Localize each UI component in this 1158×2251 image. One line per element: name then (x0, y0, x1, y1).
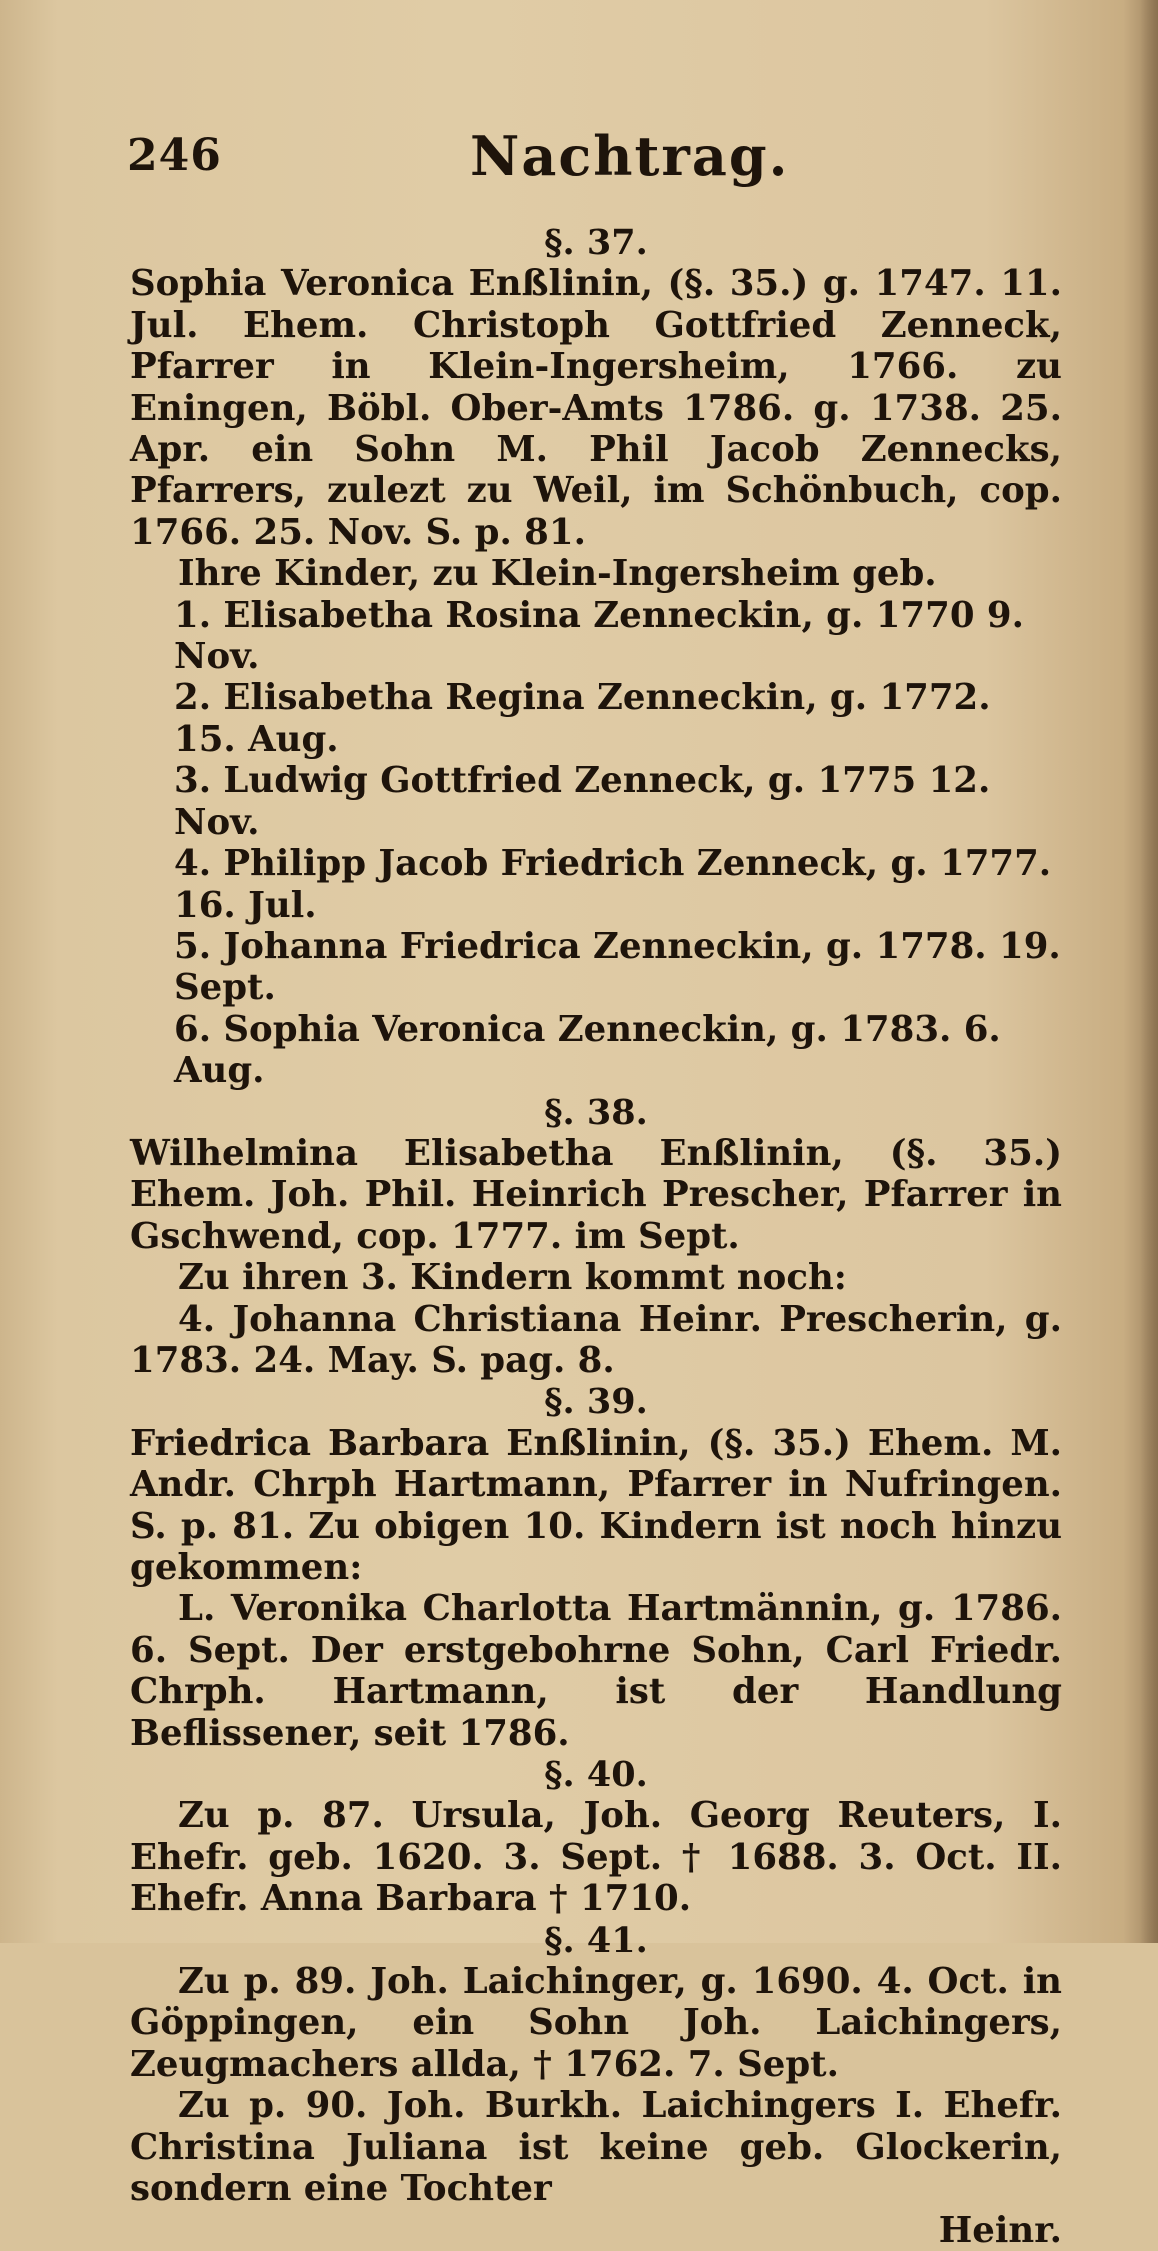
running-title: Nachtrag. (470, 124, 790, 188)
paragraph: 4. Johanna Christiana Heinr. Prescherin, g. 1783. 24. May. S. pag. 8. (130, 1298, 1062, 1381)
list-item: 2. Elisabetha Regina Zenneckin, g. 1772. 15. Aug. (174, 677, 991, 760)
list-item: 5. Johanna Friedrica Zenneckin, g. 1778. 19. Sept. (174, 925, 1061, 1009)
section-heading-40: §. 40. (544, 1754, 648, 1796)
paragraph: Zu ihren 3. Kindern kommt noch: (178, 1257, 847, 1299)
page-number: 246 (127, 130, 222, 181)
paragraph: Zu p. 87. Ursula, Joh. Georg Reuters, I. Ehefr. geb. 1620. 3. Sept. † 1688. 3. Oct. II. Ehefr. Anna Barbara † 1710. (130, 1795, 1062, 1920)
page-header (0, 118, 1158, 198)
section-heading-37: §. 37. (544, 222, 648, 263)
list-item: 4. Philipp Jacob Friedrich Zenneck, g. 1777. 16. Jul. (174, 843, 1052, 926)
list-item: 3. Ludwig Gottfried Zenneck, g. 1775 12. Nov. (174, 760, 991, 843)
paragraph: L. Veronika Charlotta Hartmännin, g. 1786. 6. Sept. Der erstgebohrne Sohn, Carl Friedr. Chrph. Hartmann, ist der Handlung Beflissener, seit 1786. (130, 1588, 1062, 1754)
page-edge-shadow (1140, 0, 1158, 1943)
catchword: Heinr. (938, 2209, 1062, 2251)
paragraph: Ihre Kinder, zu Klein-Ingersheim geb. (178, 553, 937, 595)
paragraph: Friedrica Barbara Enßlinin, (§. 35.) Ehem. M. Andr. Chrph Hartmann, Pfarrer in Nufringen. S. p. 81. Zu obigen 10. Kindern ist noch hinzu gekommen: (130, 1422, 1062, 1588)
section-heading-38: §. 38. (544, 1091, 648, 1133)
section-heading-39: §. 39. (544, 1381, 648, 1423)
list-item: 6. Sophia Veronica Zenneckin, g. 1783. 6. Aug. (174, 1008, 1001, 1092)
paragraph: Wilhelmina Elisabetha Enßlinin, (§. 35.) Ehem. Joh. Phil. Heinrich Prescher, Pfarrer in Gschwend, cop. 1777. im Sept. (130, 1132, 1062, 1257)
body-text (130, 222, 1062, 2251)
paragraph: Zu p. 90. Joh. Burkh. Laichingers I. Ehefr. Christina Juliana ist keine geb. Glockerin, sondern eine Tochter (130, 2085, 1062, 2210)
section-heading-41: §. 41. (544, 1919, 648, 1961)
paragraph: Sophia Veronica Enßlinin, (§. 35.) g. 1747. 11. Jul. Ehem. Christoph Gottfried Zenneck, Pfarrer in Klein-Ingersheim, 1766. zu Eningen, Böbl. Ober-Amts 1786. g. 1738. 25. Apr. ein Sohn M. Phil Jacob Zennecks, Pfarrers, zulezt zu Weil, im Schönbuch, cop. 1766. 25. Nov. S. p. 81. (130, 263, 1062, 553)
paragraph: Zu p. 89. Joh. Laichinger, g. 1690. 4. Oct. in Göppingen, ein Sohn Joh. Laichingers, Zeugmachers allda, † 1762. 7. Sept. (130, 1961, 1062, 2085)
list-item: 1. Elisabetha Rosina Zenneckin, g. 1770 9. Nov. (174, 594, 1024, 678)
